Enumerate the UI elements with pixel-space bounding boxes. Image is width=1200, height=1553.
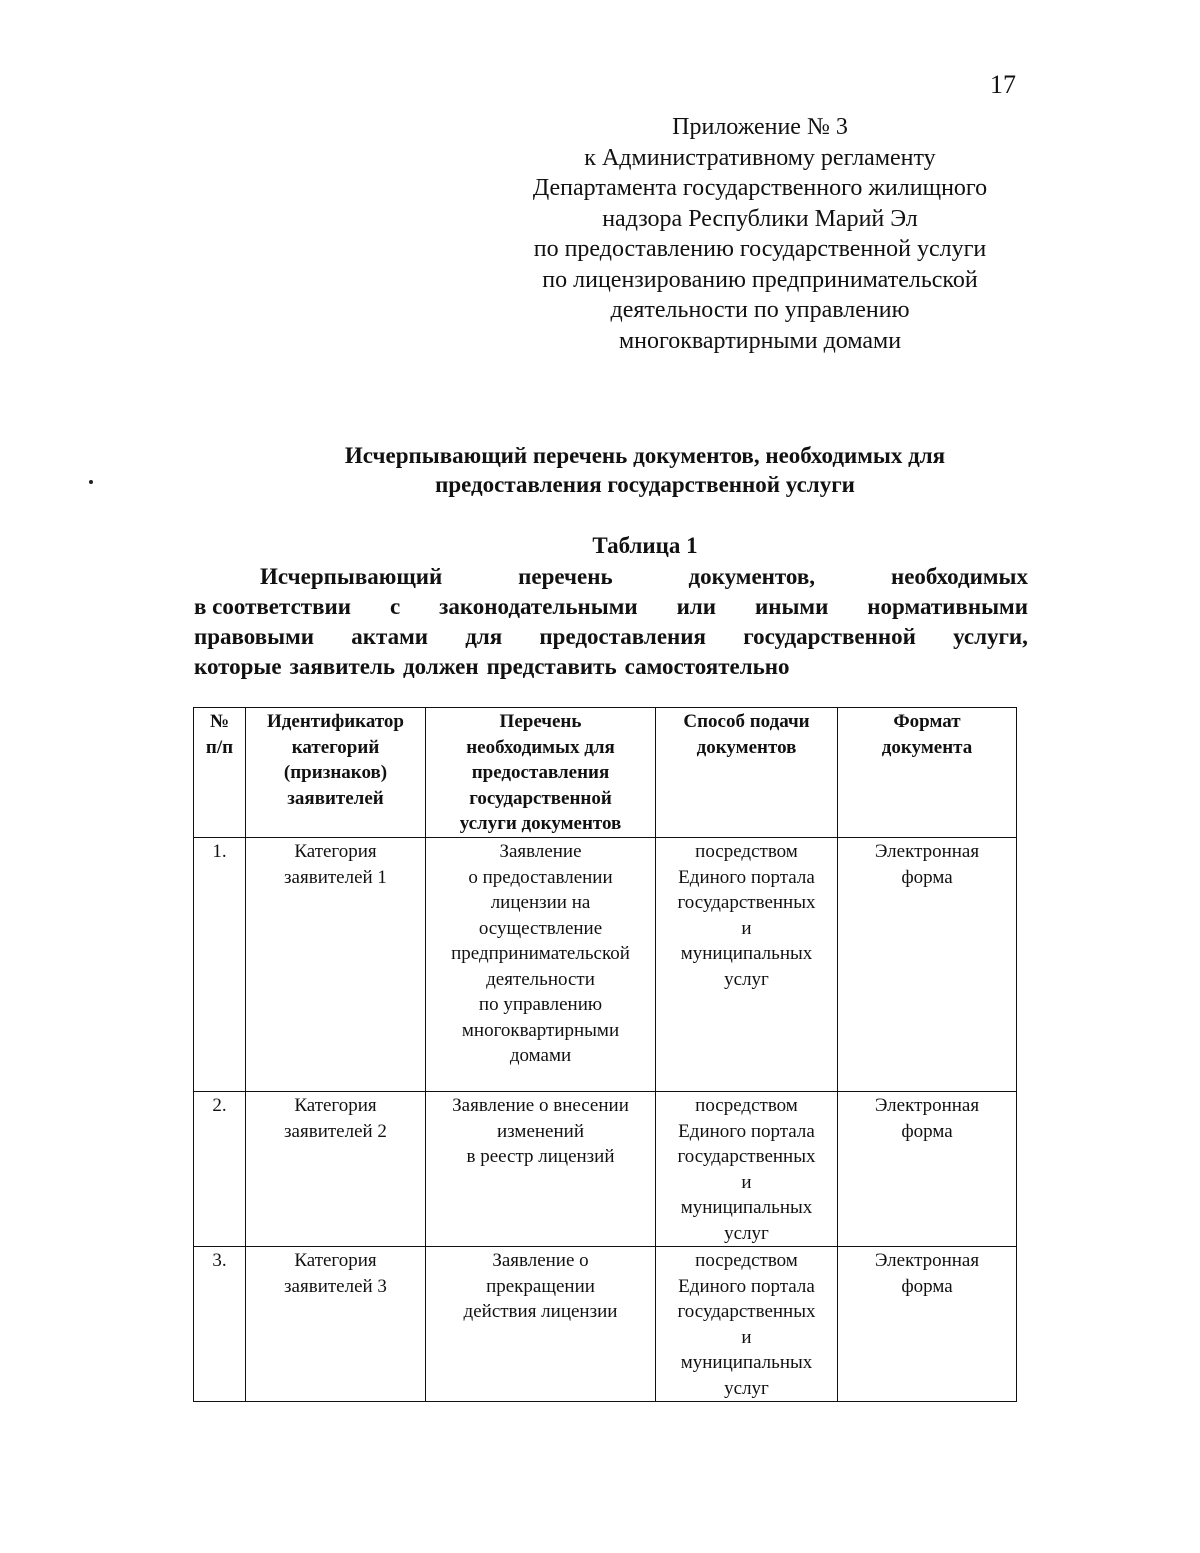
header-text: № — [209, 711, 230, 732]
table-caption: Таблица 1 — [592, 533, 698, 558]
header-text: документов — [696, 736, 797, 758]
cell-text: посредством — [695, 841, 798, 862]
cell-text: Электронная — [874, 1095, 980, 1116]
cell-text: государственных — [677, 1301, 816, 1322]
table-description-line — [194, 622, 1028, 652]
appendix-header — [500, 112, 1020, 356]
header-text: Формат — [893, 711, 961, 732]
cell-text: Электронная — [874, 1250, 980, 1271]
cell-text: Заявление о внесении — [452, 1095, 629, 1116]
word: законодательными — [439, 594, 638, 619]
word: услуги, — [953, 624, 1028, 649]
appendix-line: деятельности по управлению — [610, 297, 910, 323]
cell-method — [656, 1247, 838, 1402]
table-description-line — [194, 562, 1028, 592]
cell-text: и — [741, 917, 752, 939]
word: Исчерпывающий — [260, 564, 443, 589]
appendix-line: по предоставлению государственной услуги — [533, 236, 987, 262]
cell-text: и — [741, 1171, 752, 1193]
cell-format — [838, 1092, 1017, 1247]
cell-text: Заявление о — [492, 1250, 589, 1271]
word: для — [465, 624, 503, 649]
cell-text: Категория — [294, 1095, 377, 1116]
word: нормативными — [867, 594, 1028, 619]
cell-text: услуг — [724, 968, 769, 990]
cell-text: Единого портала — [678, 1275, 815, 1297]
page-number: 17 — [990, 70, 1016, 99]
header-text: необходимых для — [466, 736, 615, 758]
document-title — [250, 441, 1040, 499]
cell-text: домами — [509, 1045, 572, 1066]
word: представить — [486, 654, 617, 679]
cell-text: и — [741, 1326, 752, 1348]
appendix-line: надзора Республики Марий Эл — [602, 205, 918, 232]
header-text: категорий — [291, 736, 380, 758]
document-title-line: предоставления государственной услуги — [435, 472, 855, 497]
appendix-line: Департамента государственного жилищного — [532, 175, 988, 201]
word: с — [389, 594, 401, 619]
appendix-line: Приложение № 3 — [672, 114, 848, 140]
header-text: предоставления — [471, 762, 610, 783]
cell-text: Категория — [294, 841, 377, 862]
header-text: заявителей — [287, 787, 384, 809]
header-text: Идентификатор — [267, 711, 404, 732]
cell-text: многоквартирными — [461, 1019, 620, 1041]
cell-text: заявителей 2 — [284, 1120, 387, 1142]
cell-category — [246, 1092, 426, 1247]
cell-method — [656, 838, 838, 1092]
document-title-line: Исчерпывающий перечень документов, необходимых для — [344, 443, 946, 468]
cell-category — [246, 838, 426, 1092]
table-description-line — [194, 652, 1028, 682]
cell-text: муниципальных — [680, 943, 813, 964]
table-row — [194, 1247, 1017, 1402]
cell-text: государственных — [677, 892, 816, 913]
cell-text: форма — [901, 1275, 953, 1297]
appendix-line: по лицензированию предпринимательской — [542, 266, 978, 293]
cell-text: форма — [901, 1120, 953, 1142]
word: предоставления — [539, 624, 706, 649]
cell-text: посредством — [695, 1095, 798, 1116]
word: иными — [754, 594, 829, 619]
cell-text: деятельности — [486, 968, 595, 990]
word: в соответствии — [194, 594, 352, 619]
cell-number: 1. — [194, 838, 246, 1092]
cell-text: услуг — [724, 1377, 769, 1399]
cell-text: муниципальных — [680, 1352, 813, 1373]
word: государственной — [743, 624, 916, 649]
cell-text: Единого портала — [678, 1120, 815, 1142]
cell-text: Единого портала — [678, 866, 815, 888]
cell-text: в реестр лицензий — [466, 1146, 615, 1167]
cell-text: о предоставлении — [468, 866, 613, 888]
header-category — [246, 708, 426, 838]
header-text: документа — [881, 736, 973, 758]
cell-text: лицензии на — [490, 892, 591, 913]
cell-text: государственных — [677, 1146, 816, 1167]
word: заявитель — [289, 654, 396, 679]
documents-table — [193, 707, 1017, 1402]
word: перечень — [518, 564, 613, 589]
cell-category — [246, 1247, 426, 1402]
appendix-line: к Административному регламенту — [584, 144, 936, 171]
cell-text: Категория — [294, 1250, 377, 1271]
header-text: государственной — [469, 787, 612, 809]
cell-text: Электронная — [874, 841, 980, 862]
header-number — [194, 708, 246, 838]
scan-speck — [89, 480, 93, 484]
word: которые — [194, 654, 282, 679]
cell-format — [838, 838, 1017, 1092]
cell-text: заявителей 1 — [284, 866, 387, 888]
word: правовыми — [194, 624, 315, 649]
cell-text: Заявление — [499, 841, 582, 862]
table-row — [194, 1092, 1017, 1247]
cell-text: изменений — [497, 1120, 584, 1142]
cell-documents — [426, 1247, 656, 1402]
cell-text: муниципальных — [680, 1197, 813, 1218]
cell-documents — [426, 1092, 656, 1247]
appendix-line: многоквартирными домами — [618, 327, 902, 354]
table-row — [194, 838, 1017, 1092]
cell-text: форма — [901, 866, 953, 888]
cell-text: заявителей 3 — [284, 1275, 387, 1297]
cell-method — [656, 1092, 838, 1247]
header-text: услуги документов — [459, 813, 622, 834]
header-text: п/п — [205, 736, 234, 758]
cell-number: 2. — [194, 1092, 246, 1247]
cell-text: действия лицензии — [463, 1301, 618, 1322]
header-text: (признаков) — [283, 762, 388, 783]
word: должен — [403, 654, 479, 679]
cell-text: по управлению — [478, 994, 603, 1015]
table-header-row — [194, 708, 1017, 838]
header-documents — [426, 708, 656, 838]
word: необходимых — [890, 564, 1028, 589]
table-description — [194, 562, 1028, 682]
cell-number: 3. — [194, 1247, 246, 1402]
header-method — [656, 708, 838, 838]
cell-text: предпринимательской — [451, 943, 630, 964]
cell-documents — [426, 838, 656, 1092]
word: или — [676, 594, 716, 619]
cell-text: прекращении — [486, 1275, 595, 1297]
cell-text: услуг — [724, 1222, 769, 1244]
word: документов, — [688, 564, 816, 589]
cell-format — [838, 1247, 1017, 1402]
header-format — [838, 708, 1017, 838]
word: актами — [351, 624, 428, 649]
cell-text: осуществление — [478, 917, 603, 939]
cell-text: посредством — [695, 1250, 798, 1271]
header-text: Способ подачи — [683, 711, 810, 732]
word: самостоятельно — [624, 654, 790, 679]
table-description-line — [194, 592, 1028, 622]
header-text: Перечень — [499, 711, 582, 732]
